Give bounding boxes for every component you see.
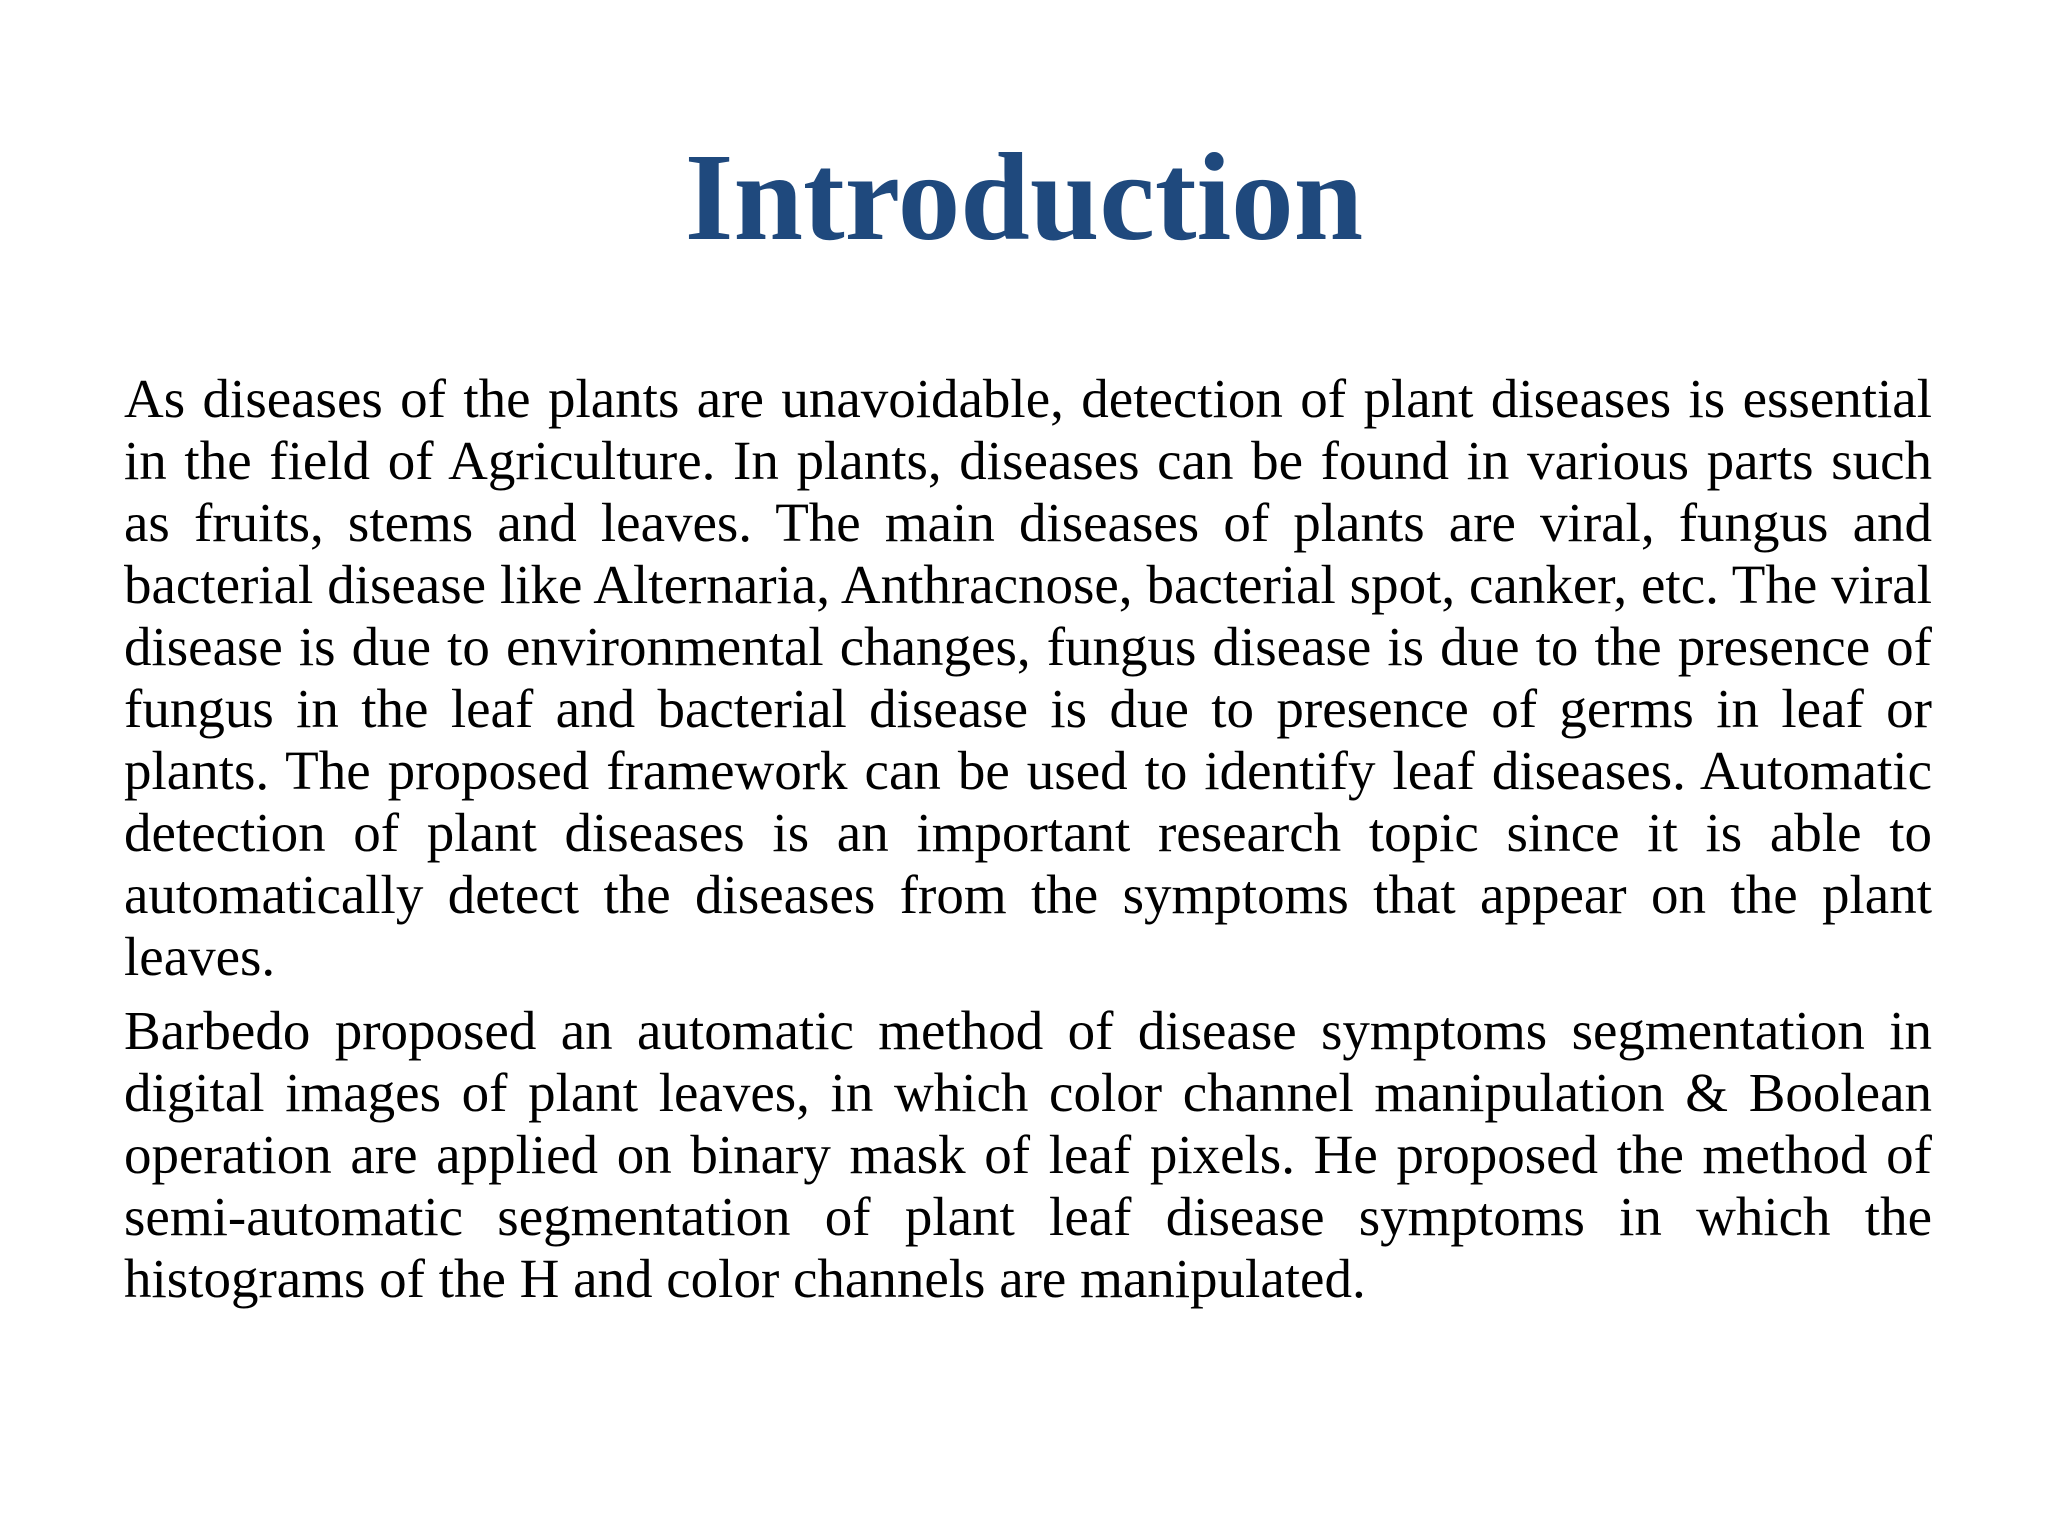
slide-title: Introduction [684,129,1364,267]
slide-body [124,368,1932,1310]
paragraph-intro: As diseases of the plants are unavoidable, detection of plant diseases is essential in the field of Agriculture. In plants, diseases can be found in various parts such as fruits, stems and leaves. The main diseases of plants are viral, fungus and bacterial disease like Alternaria, Anthracnose, bacterial spot, canker, etc. The viral disease is due to environmental changes, fungus disease is due to the presence of fungus in the leaf and bacterial disease is due to presence of germs in leaf or plants. The proposed framework can be used to identify leaf diseases. Automatic detection of plant diseases is an important research topic since it is able to automatically detect the diseases from the symptoms that appear on the plant leaves. [124,368,1932,987]
paragraph-barbedo: Barbedo proposed an automatic method of disease symptoms segmentation in digital images of plant leaves, in which color channel manipulation & Boolean operation are applied on binary mask of leaf pixels. He proposed the method of semi-automatic segmentation of plant leaf disease symptoms in which the histograms of the H and color channels are manipulated. [124,1000,1932,1309]
